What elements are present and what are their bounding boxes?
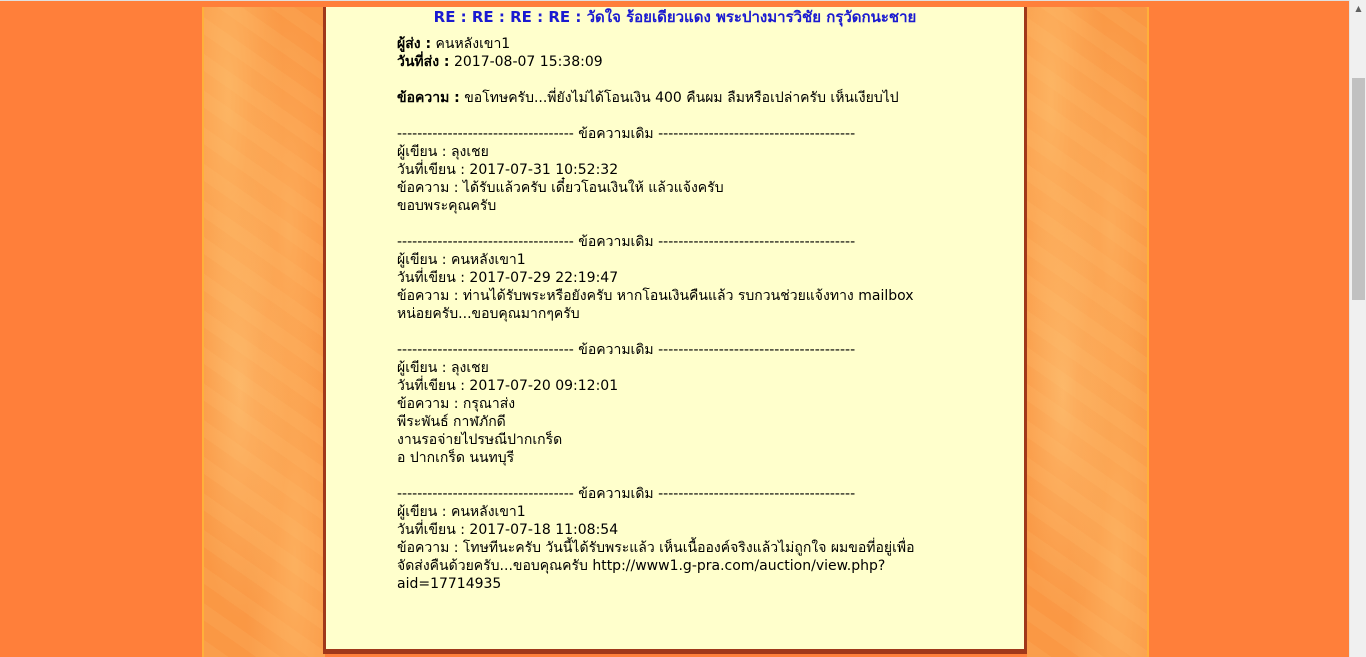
scrollbar-thumb[interactable]: [1352, 78, 1365, 300]
quoted-date: วันที่เขียน : 2017-07-29 22:19:47: [397, 270, 619, 286]
quoted-message: [397, 485, 957, 593]
quoted-line: ข้อความ : ท่านได้รับพระหรือยังครับ หากโอนเงินคืนแล้ว รบกวนช่วยแจ้งทาง mailbox: [397, 288, 914, 304]
quoted-line: ข้อความ : โทษทีนะครับ วันนี้ได้รับพระแล้ว เห็นเนื้อองค์จริงแล้วไม่ถูกใจ ผมขอที่อยู่เพื่อ: [397, 540, 915, 556]
chevron-up-icon[interactable]: ▲: [1355, 4, 1362, 13]
quoted-line: จัดส่งคืนด้วยครับ...ขอบคุณครับ http://www1.g-pra.com/auction/view.php?: [397, 558, 886, 574]
quoted-divider: ----------------------------------- ข้อความเดิม ---------------------------------------: [397, 126, 856, 142]
quoted-line: หน่อยครับ...ขอบคุณมากๆครับ: [397, 306, 580, 322]
quoted-line: พีระพันธ์ กาฬภักดี: [397, 414, 506, 430]
quoted-author: ผู้เขียน : ลุงเชย: [397, 360, 489, 376]
right-decorative-pattern: [1027, 0, 1149, 657]
content-value: ขอโทษครับ...พี่ยังไม่ได้โอนเงิน 400 คืนผม ลืมหรือเปล่าครับ เห็นเงียบไป: [464, 90, 899, 106]
quoted-divider: ----------------------------------- ข้อความเดิม ---------------------------------------: [397, 234, 856, 250]
quoted-message: [397, 341, 957, 467]
message-body: [397, 35, 957, 593]
quoted-message: [397, 233, 957, 323]
quoted-line: อ ปากเกร็ด นนทบุรี: [397, 450, 515, 466]
sent-date-label: วันที่ส่ง :: [397, 54, 450, 70]
quoted-message: [397, 125, 957, 215]
quoted-line: ข้อความ : ได้รับแล้วครับ เดี๋ยวโอนเงินให้ แล้วแจ้งครับ: [397, 180, 724, 196]
quoted-line: ข้อความ : กรุณาส่ง: [397, 396, 516, 412]
quoted-line: aid=17714935: [397, 576, 502, 592]
quoted-line: ขอบพระคุณครับ: [397, 198, 497, 214]
message-title: RE : RE : RE : RE : วัดใจ ร้อยเดียวแดง พระปางมารวิชัย กรุวัดกนะชาย: [433, 8, 917, 26]
quoted-author: ผู้เขียน : คนหลังเขา1: [397, 252, 526, 268]
quoted-author: ผู้เขียน : ลุงเชย: [397, 144, 489, 160]
sender-row: [397, 35, 957, 53]
quoted-line: งานรอจ่ายไปรษณีปากเกร็ด: [397, 432, 563, 448]
browser-top-border: [0, 0, 1349, 7]
quoted-date: วันที่เขียน : 2017-07-18 11:08:54: [397, 522, 619, 538]
sent-date-value: 2017-08-07 15:38:09: [453, 54, 603, 70]
content-row: [397, 89, 957, 107]
quoted-divider: ----------------------------------- ข้อความเดิม ---------------------------------------: [397, 342, 856, 358]
sender-label: ผู้ส่ง :: [397, 36, 432, 52]
sender-value: คนหลังเขา1: [435, 36, 511, 52]
content-label: ข้อความ :: [397, 90, 460, 106]
left-decorative-pattern: [202, 0, 325, 657]
vertical-scrollbar[interactable]: [1349, 0, 1366, 657]
message-panel: [323, 0, 1027, 654]
quoted-date: วันที่เขียน : 2017-07-31 10:52:32: [397, 162, 619, 178]
sent-date-row: [397, 53, 957, 71]
quoted-divider: ----------------------------------- ข้อความเดิม ---------------------------------------: [397, 486, 856, 502]
quoted-author: ผู้เขียน : คนหลังเขา1: [397, 504, 526, 520]
quoted-date: วันที่เขียน : 2017-07-20 09:12:01: [397, 378, 619, 394]
